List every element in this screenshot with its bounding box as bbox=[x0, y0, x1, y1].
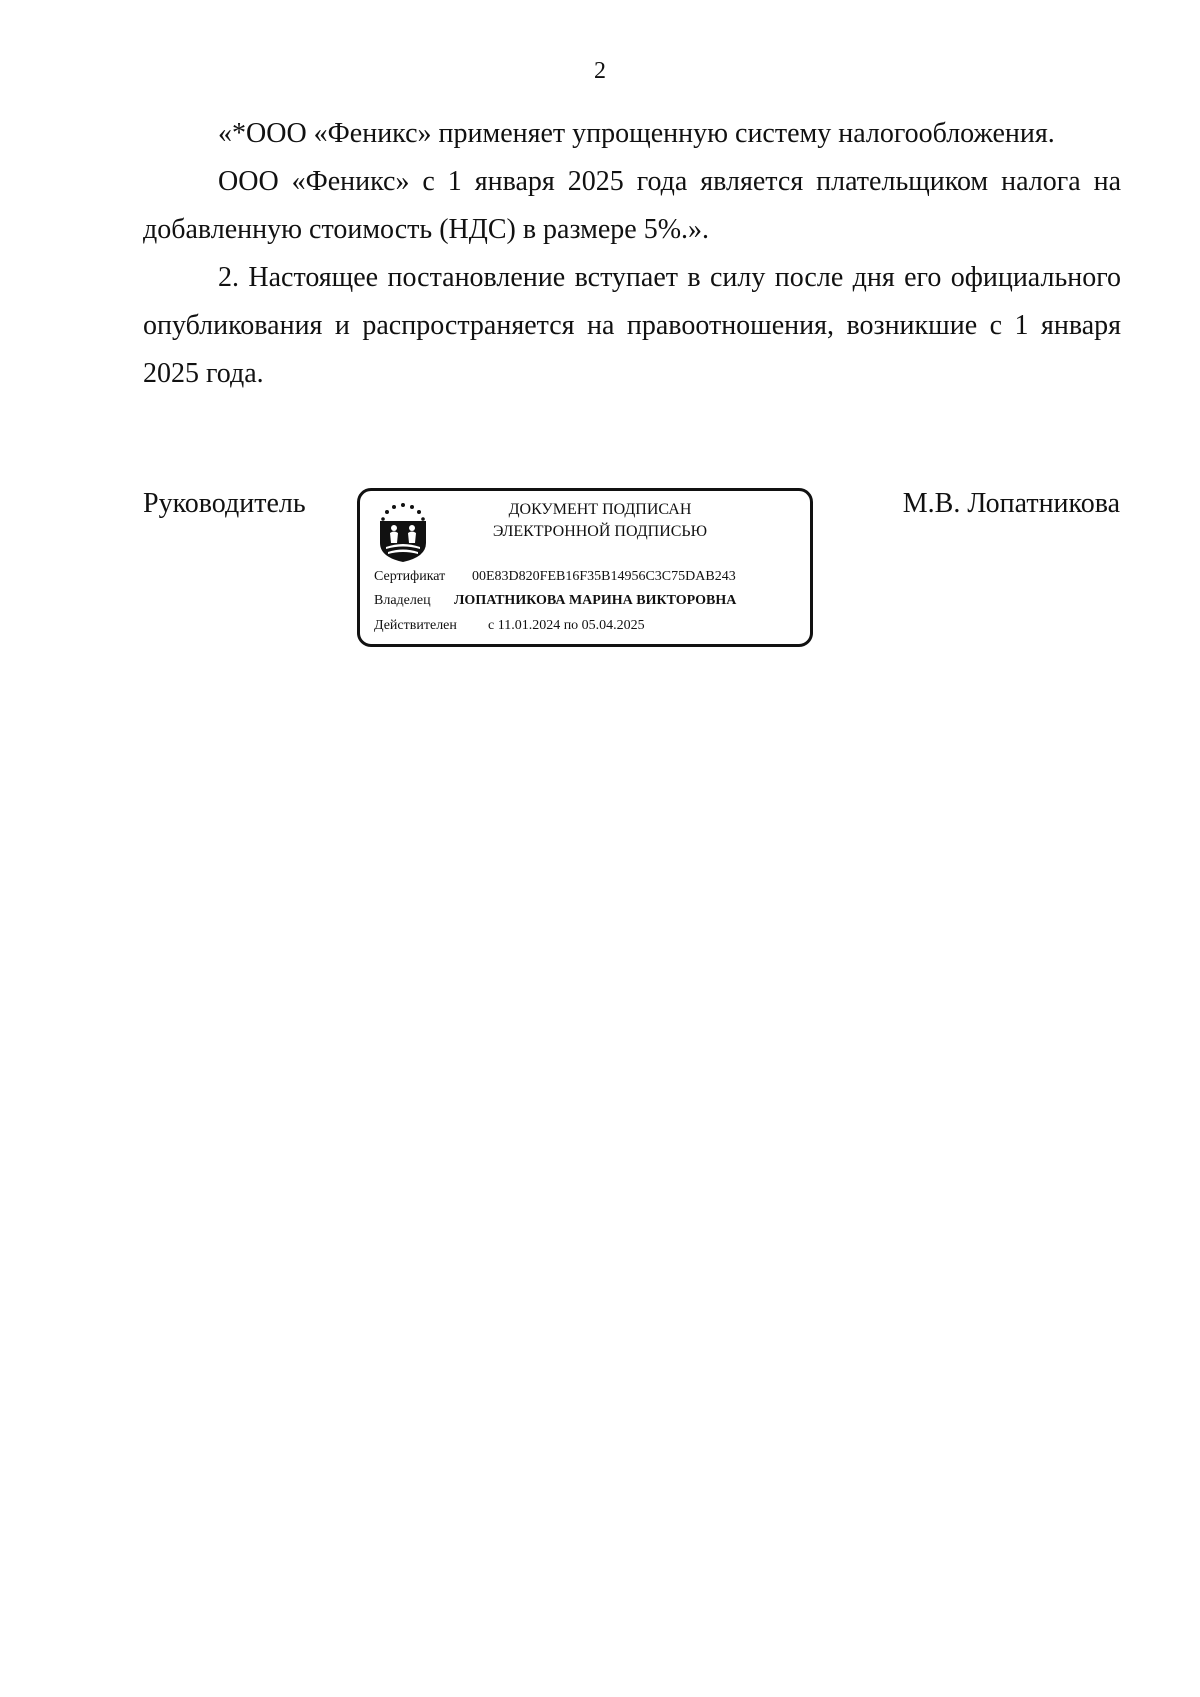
stamp-validity-row bbox=[374, 618, 645, 634]
paragraph: «*ООО «Феникс» применяет упрощенную систему налогообложения. bbox=[218, 118, 1055, 149]
signer-position: Руководитель bbox=[143, 488, 306, 519]
e-signature-stamp bbox=[357, 488, 813, 647]
certificate-value: 00E83D820FEB16F35B14956C3C75DAB243 bbox=[472, 569, 736, 584]
paragraph: 2. Настоящее постановление вступает в силу после дня его официального опубликования и распространяется на правоотношения, возникшие с 1 января 2025 года. bbox=[143, 262, 1121, 389]
certificate-label: Сертификат bbox=[374, 569, 446, 584]
stamp-owner-row bbox=[374, 593, 736, 609]
document-body bbox=[143, 110, 1121, 398]
stamp-heading-line: ДОКУМЕНТ ПОДПИСАН bbox=[508, 501, 692, 518]
page-number: 2 bbox=[594, 58, 606, 84]
stamp-heading bbox=[450, 499, 750, 543]
coat-of-arms-icon bbox=[374, 499, 432, 563]
validity-label: Действителен bbox=[374, 618, 457, 633]
owner-value: ЛОПАТНИКОВА МАРИНА ВИКТОРОВНА bbox=[454, 593, 737, 608]
signer-name: М.В. Лопатникова bbox=[902, 488, 1120, 519]
stamp-heading-line: ЭЛЕКТРОННОЙ ПОДПИСЬЮ bbox=[492, 523, 708, 540]
stamp-certificate-row bbox=[374, 569, 736, 585]
paragraph: ООО «Феникс» с 1 января 2025 года является плательщиком налога на добавленную стоимость (НДС) в размере 5%.». bbox=[143, 166, 1121, 245]
signature-block bbox=[0, 488, 1200, 658]
validity-value: с 11.01.2024 по 05.04.2025 bbox=[488, 618, 645, 633]
owner-label: Владелец bbox=[374, 593, 431, 608]
